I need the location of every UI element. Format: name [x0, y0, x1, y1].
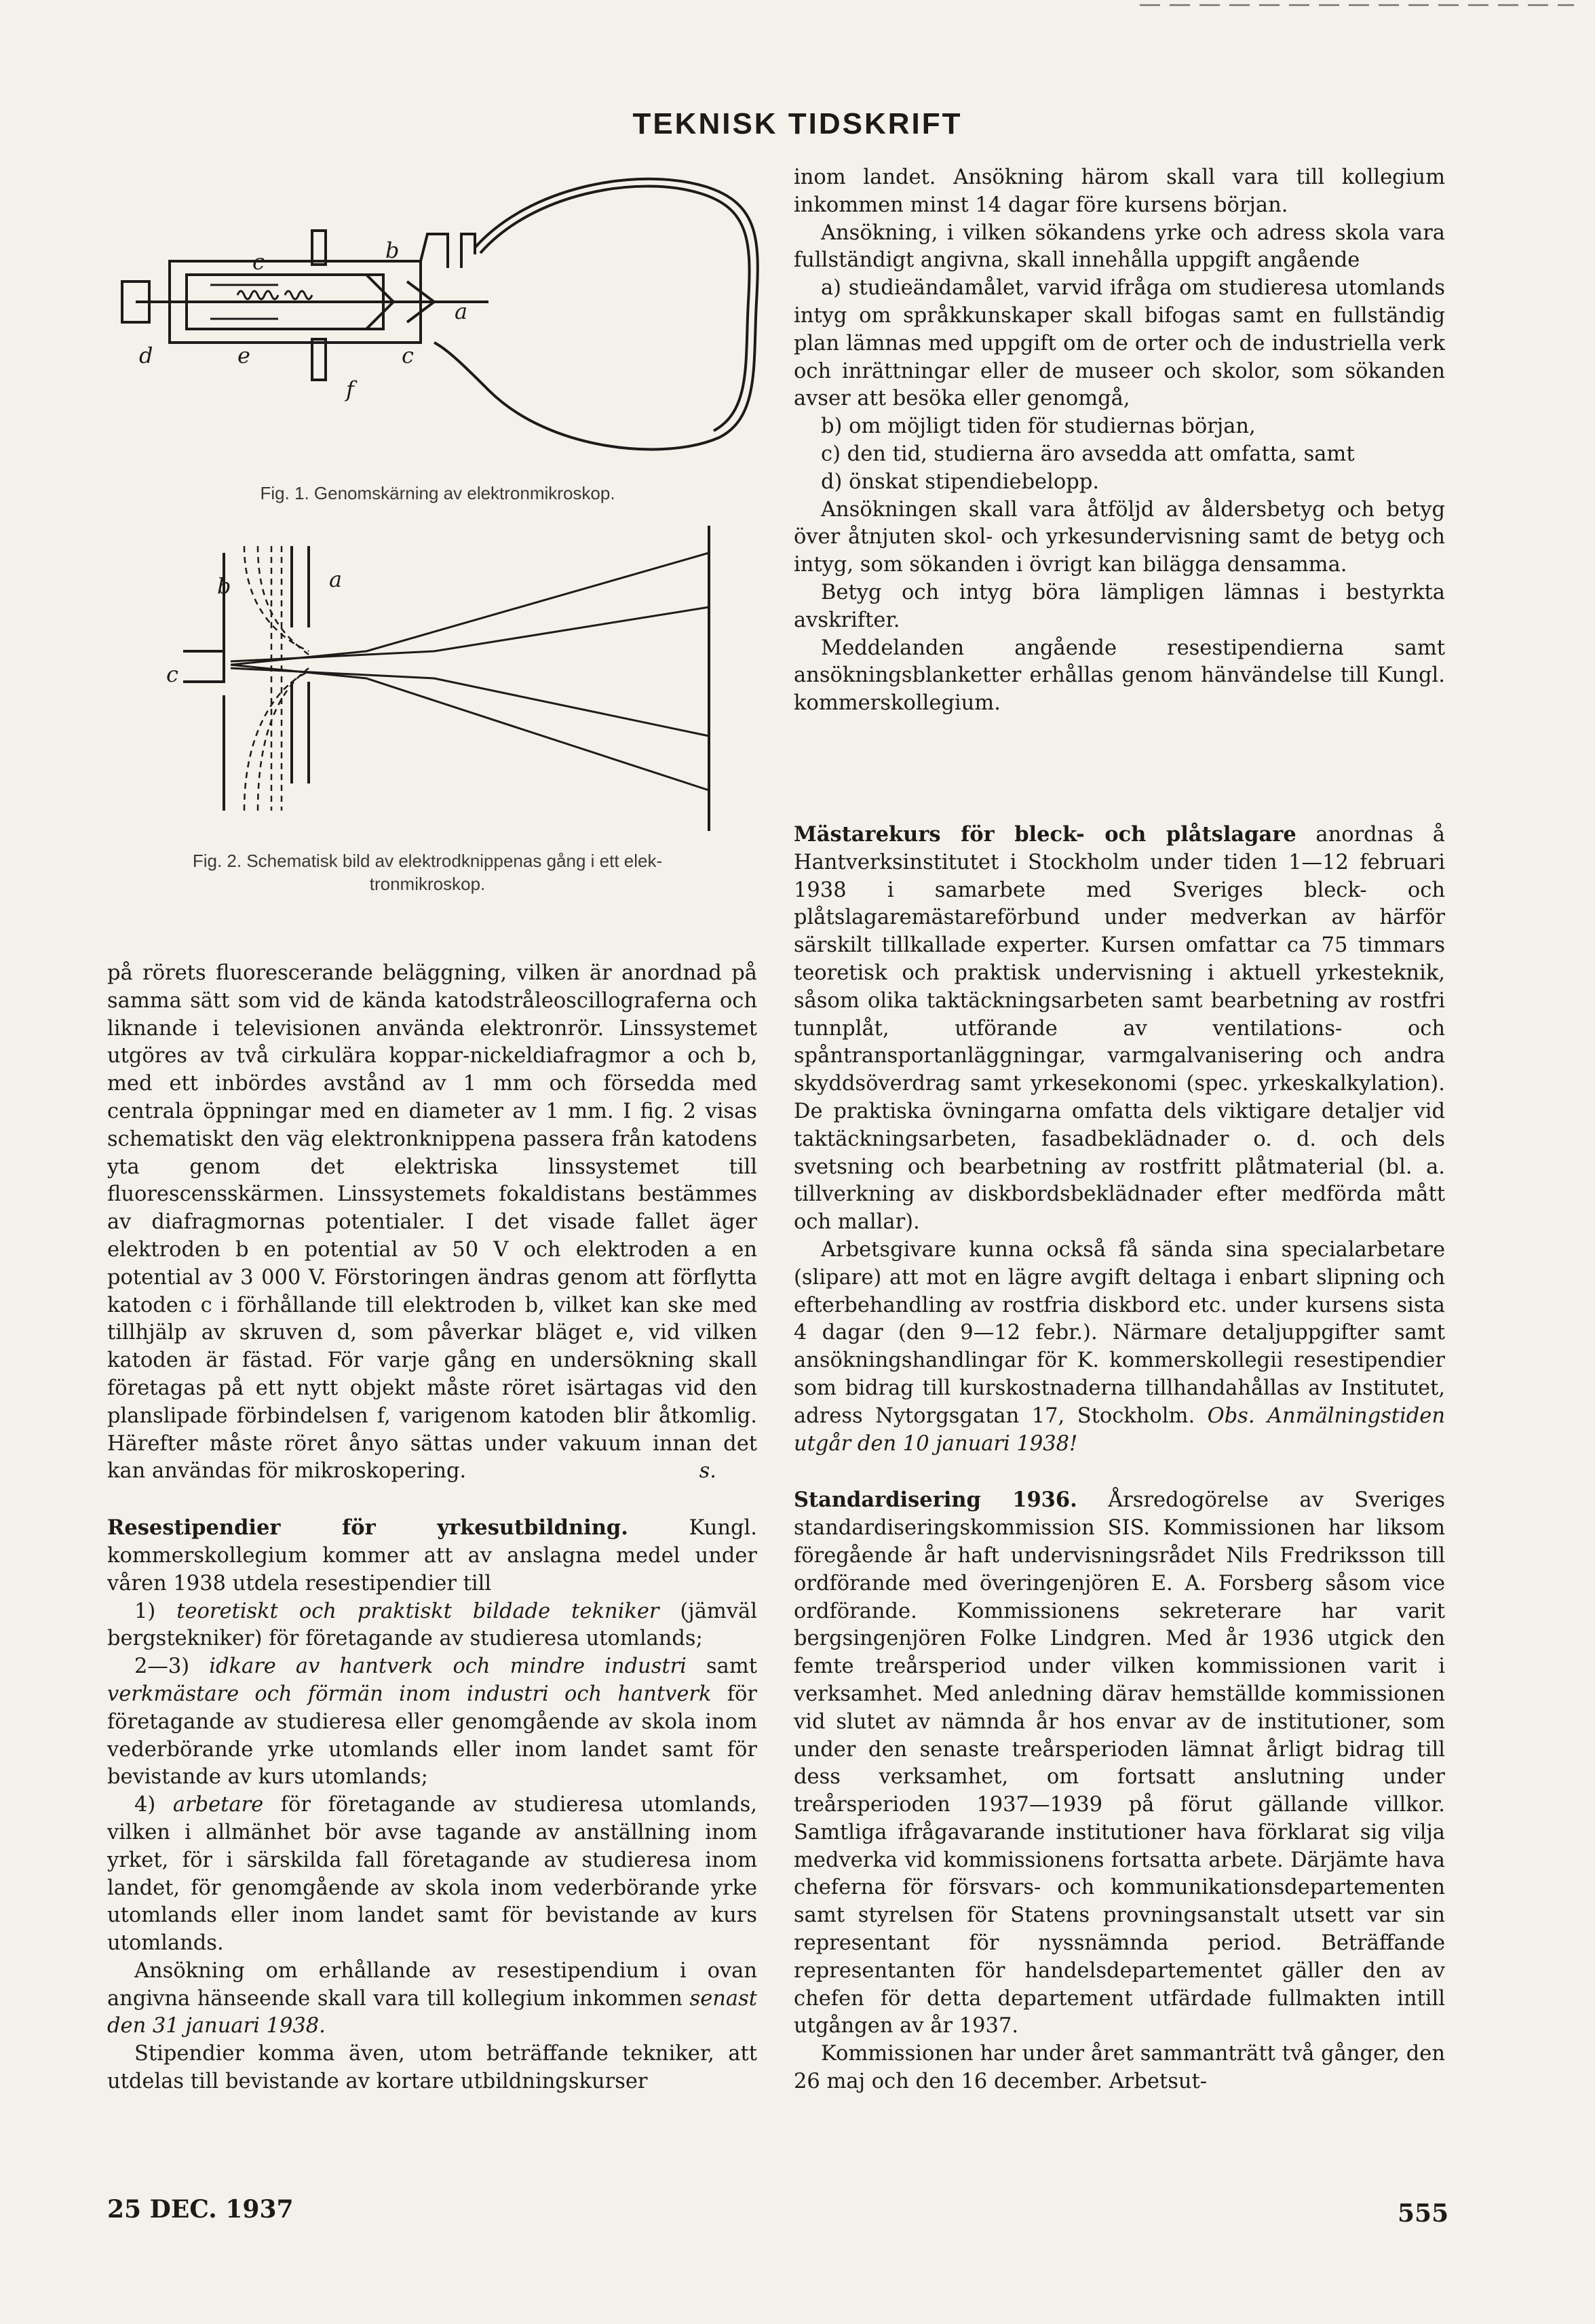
standardisering-heading: Standardisering 1936. [794, 1488, 1077, 1513]
right-para-5: c) den tid, studierna äro avsedda att omfatta, samt [821, 442, 1355, 466]
author-signature: s. [699, 1459, 716, 1484]
right-para-1: inom landet. Ansökning härom skall vara till kollegium inkommen minst 14 dagar före kursens början. [794, 166, 1445, 217]
fig1-label-a: a [455, 298, 468, 324]
stipend-item-1: 1) teoretiskt och praktiskt bildade tekniker (jämväl bergstekniker) för företagande av studieresa utomlands; [107, 1599, 757, 1651]
figure-2-caption-line2: tronmikroskop. [369, 874, 486, 894]
issue-date: 25 DEC. 1937 [107, 2195, 294, 2224]
journal-title: TEKNISK TIDSKRIFT [632, 107, 963, 140]
figure-2-caption-line1: Fig. 2. Schematisk bild av elektrodknippenas gång i ett elek- [192, 851, 663, 871]
right-para-7: Ansökningen skall vara åtföljd av åldersbetyg och betyg över åtnjuten skol- och yrkesundervisning samt de betyg och intyg, som sökanden i övrigt kan bilägga densamma. [794, 497, 1445, 577]
right-para-8: Betyg och intyg böra lämpligen lämnas i bestyrkta avskrifter. [794, 580, 1445, 632]
fig1-label-c-second: c [402, 343, 414, 368]
mastarekurs-paragraph-2: Arbetsgivare kunna också få sända sina specialarbetare (slipare) att mot en lägre avgift deltaga i enbart slipning och efterbehandling av rostfria diskbord etc. under kursens sista 4 dagar (den 9—12 febr.). Närmare detaljuppgifter samt ansökningshandlingar för K. kommerskollegii resestipendier som bidrag till kurskostnaderna tillhandahållas av Institutet, adress Nytorgsgatan 17, Stockholm. Obs. Anmälningstiden utgår den 10 januari 1938! [794, 1237, 1445, 1456]
right-para-2: Ansökning, i vilken sökandens yrke och adress skola vara fullständigt angivna, skall innehålla uppgift angående [794, 220, 1445, 273]
mastarekurs-heading: Mästarekurs för bleck- och plåtslagare [794, 822, 1296, 847]
right-para-9: Meddelanden angående resestipendierna samt ansökningsblanketter erhållas genom hänvändelse till Kungl. kommerskollegium. [794, 636, 1445, 716]
right-column-top [794, 164, 1445, 718]
microscope-paragraph: på rörets fluorescerande beläggning, vilken är anordnad på samma sätt som vid de kända katodstråleoscillograferna och liknande i televisionen använda elektronrör. Linssystemet utgöres av två cirkulära koppar-nickeldiafragmor a och b, med ett inbördes avstånd av 1 mm och försedda med centrala öppningar med en diameter av 1 mm. I fig. 2 visas schematiskt den väg elektronknippena passera från katodens yta genom det elektriska linssystemet till fluorescensskärmen. Linssystemets fokaldistans bestämmes av diafragmornas potentialer. I det visade fallet äger elektroden b en potential av 50 V och elektroden a en potential av 3 000 V. Förstoringen ändras genom att förflytta katoden c i förhållande till elektroden b, vilket kan ske med tillhjälp av skruven d, som påverkar bläget e, vid vilken katoden är fästad. För varje gång en undersökning skall företagas på ett nytt objekt måste röret isärtagas vid den planslipade förbindelsen f, varigenom katoden blir åtkomlig. Härefter måste röret ånyo sättas under vakuum innan det kan användas för mikroskopering. s. [107, 960, 757, 1486]
figure-1-caption: Fig. 1. Genomskärning av elektronmikroskop. [260, 483, 615, 503]
page-number: 555 [1398, 2199, 1449, 2228]
top-edge-rule [1140, 4, 1574, 6]
figure-2-electron-beam-schematic [163, 526, 739, 831]
resestipendier-heading: Resestipendier för yrkesutbildning. [107, 1515, 628, 1541]
fig2-label-c: c [166, 661, 178, 687]
fig1-label-b: b [385, 237, 400, 263]
fig1-label-f: f [346, 376, 354, 402]
fig1-label-c: c [252, 249, 265, 275]
fig2-label-b: b [217, 573, 231, 599]
right-para-4: b) om möjligt tiden för studiernas början, [821, 414, 1256, 439]
figure-1-electron-microscope-section [109, 166, 767, 485]
right-para-3: a) studieändamålet, varvid ifråga om studieresa utomlands intyg om språkkunskaper skall bifogas samt en fullständig plan lämnas med uppgift om de orter och de industriella verk och inrättningar eller de museer och skolor, som sökanden avser att besöka eller genomgå, [794, 276, 1445, 411]
stipend-item-2-3: 2—3) idkare av hantverk och mindre industri samt verkmästare och förmän inom industri och hantverk för företagande av studieresa eller genomgående av skola inom vederbörande yrke utomlands eller inom landet samt för bevistande av kurs utomlands; [107, 1654, 757, 1789]
fig1-label-d: d [139, 343, 153, 368]
fig1-label-e: e [237, 343, 250, 368]
figure-2-caption [102, 849, 753, 895]
left-column [107, 960, 757, 2096]
resestipendier-paragraph: Resestipendier för yrkesutbildning. Kungl. kommerskollegium kommer att av anslagna medel under våren 1938 utdela resestipendier till [107, 1515, 757, 1595]
application-deadline-paragraph: Ansökning om erhållande av resestipendium i ovan angivna hänseende skall vara till kollegium inkommen senast den 31 januari 1938. [107, 1958, 757, 2038]
right-column-bottom [794, 821, 1445, 2096]
standardisering-paragraph-2: Kommissionen har under året sammanträtt två gånger, den 26 maj och den 16 december. Arbetsut- [794, 2042, 1445, 2094]
right-para-6: d) önskat stipendiebelopp. [821, 469, 1100, 494]
stipend-item-4: 4) arbetare för företagande av studieresa utomlands, vilken i allmänhet bör avse tagande av anställning inom yrket, för i särskilda fall företagande av studieresa inom landet, för genomgående av skola inom vederbörande yrke utomlands eller inom landet samt för bevistande av kurs utomlands. [107, 1793, 757, 1956]
short-courses-paragraph: Stipendier komma även, utom beträffande tekniker, att utdelas till bevistande av kortare utbildningskurser [107, 2042, 757, 2094]
mastarekurs-paragraph: Mästarekurs för bleck- och plåtslagare anordnas å Hantverksinstitutet i Stockholm under tiden 1—12 februari 1938 i samarbete med Sveriges bleck- och plåtslagaremästareförbund under medverkan av härför särskilt tillkallade experter. Kursen omfattar ca 75 timmars teoretisk och praktisk undervisning i aktuell yrkesteknik, såsom olika taktäckningsarbeten samt bearbetning av rostfri tunnplåt, utförande av ventilations- och spåntransportanläggningar, varmgalvanisering och andra skyddsöverdrag samt yrkesekonomi (spec. yrkeskalkylation). De praktiska övningarna omfatta dels viktigare detaljer vid taktäckningsarbeten, fasadbeklädnader o. d. och dels svetsning och bearbetning av rostfritt plåtmaterial (bl. a. tillverkning av diskbordsbeklädnader efter medförda mått och mallar). [794, 822, 1445, 1235]
fig2-label-a: a [329, 566, 343, 592]
standardisering-paragraph: Standardisering 1936. Årsredogörelse av Sveriges standardiseringskommission SIS. Kommissionen har liksom föregående år haft undervisningsrådet Nils Fredriksson till ordförande med överingenjören E. A. Forsberg såsom vice ordförande. Kommissionens sekreterare har varit bergsingenjören Folke Lindgren. Med år 1936 utgick den femte treårsperiod under vilken kommissionen varit i verksamhet. Med anledning därav hemställde kommissionen vid slutet av nämnda år hos envar av de institutioner, som under den senaste treårsperioden lämnat årligt bidrag till dess verksamhet, om fortsatt anslutning under treårsperioden 1937—1939 på förut gällande villkor. Samtliga ifrågavarande institutioner hava förklarat sig vilja medverka vid kommissionens fortsatta arbete. Därjämte hava cheferna för försvars- och kommunikationsdepartementen samt styrelsen för Statens provningsanstalt utsett var sin representant för nyssnämnda period. Beträffande representanten för handelsdepartementet gäller den av chefen för detta departement utfärdade fullmakten intill utgången av år 1937. [794, 1488, 1446, 2038]
